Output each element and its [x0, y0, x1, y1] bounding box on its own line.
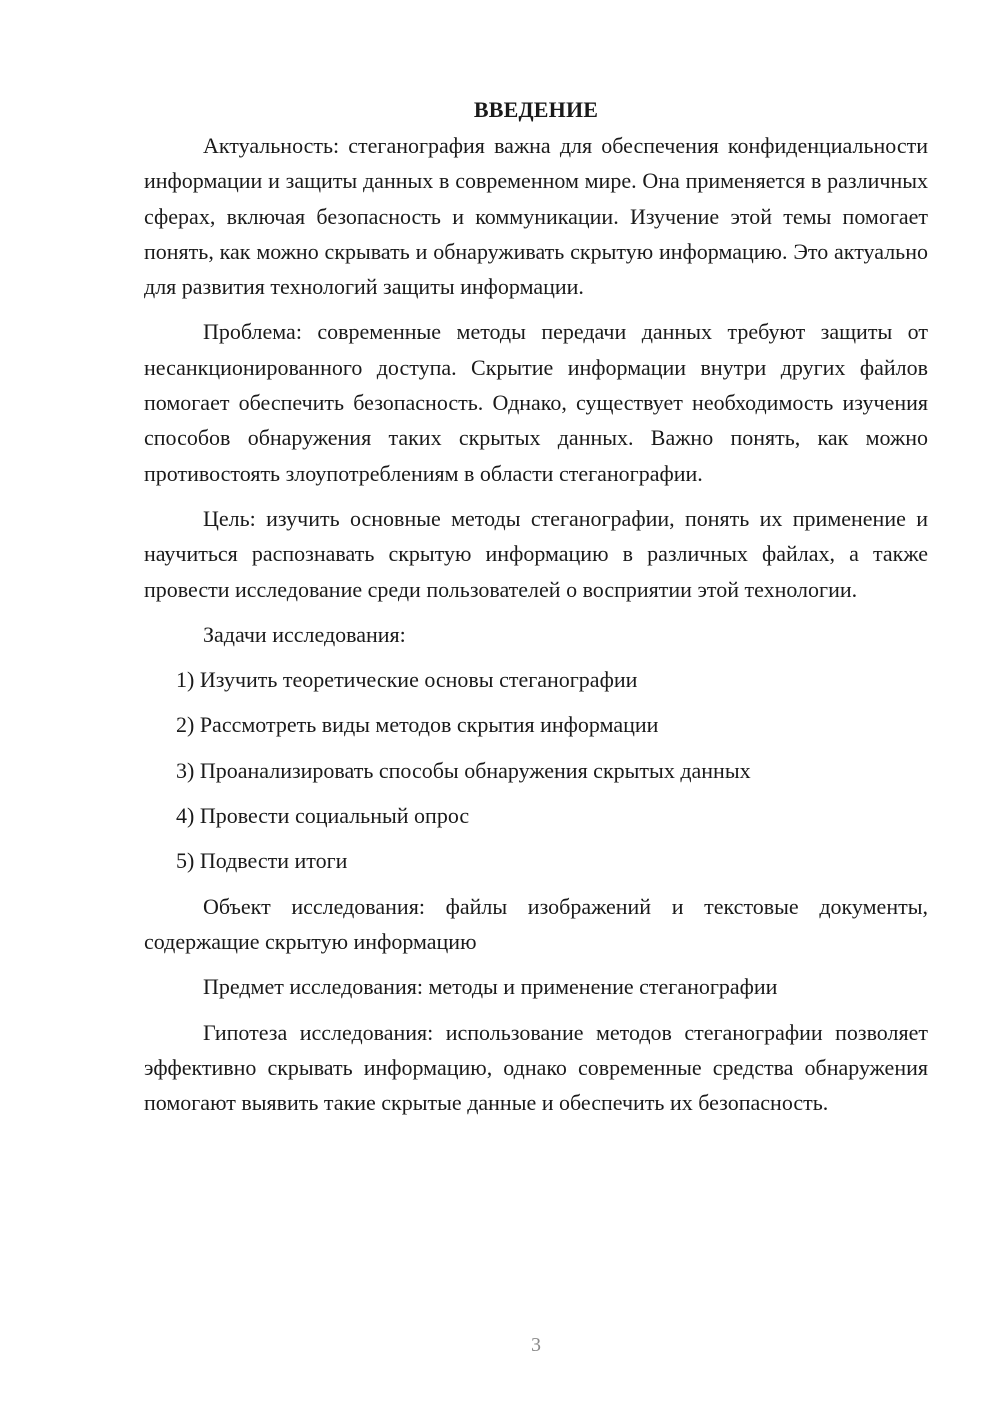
paragraph-hypothesis: Гипотеза исследования: использование методов стеганографии позволяет эффективно скрывать информацию, однако современные средства обнаружения помогают выявить такие скрытые данные и обеспечить их безопасность. [144, 1019, 928, 1116]
page-number: 3 [531, 1334, 541, 1356]
list-item: 2) Рассмотреть виды методов скрытия информации [176, 712, 659, 738]
tasks-title: Задачи исследования: [203, 621, 406, 647]
list-item: 5) Подвести итоги [176, 848, 348, 874]
page-heading: ВВЕДЕНИЕ [473, 97, 599, 122]
paragraph-goal: Цель: изучить основные методы стеганографии, понять их применение и научиться распознавать скрытую информацию в различных файлах, а также провести исследование среди пользователей о восприятии этой технологии. [144, 505, 928, 602]
paragraph-relevance: Актуальность: стеганография важна для обеспечения конфиденциальности информации и защиты данных в современном мире. Она применяется в различных сферах, включая безопасность и коммуникации. Изучение этой темы помогает понять, как можно скрывать и обнаруживать скрытую информацию. Это актуально для развития технологий защиты информации. [144, 133, 928, 300]
list-item: 3) Проанализировать способы обнаружения скрытых данных [176, 757, 751, 783]
list-item: 1) Изучить теоретические основы стеганографии [176, 667, 638, 693]
page-content [144, 92, 928, 1120]
paragraph-problem: Проблема: современные методы передачи данных требуют защиты от несанкционированного доступа. Скрытие информации внутри других файлов помогает обеспечить безопасность. Однако, существует необходимость изучения способов обнаружения таких скрытых данных. Важно понять, как можно противостоять злоупотреблениям в области стеганографии. [144, 319, 928, 486]
paragraph-subject: Предмет исследования: методы и применение стеганографии [203, 974, 778, 1000]
paragraph-object: Объект исследования: файлы изображений и текстовые документы, содержащие скрытую информацию [144, 893, 928, 954]
list-item: 4) Провести социальный опрос [176, 803, 470, 829]
tasks-list [144, 662, 928, 878]
